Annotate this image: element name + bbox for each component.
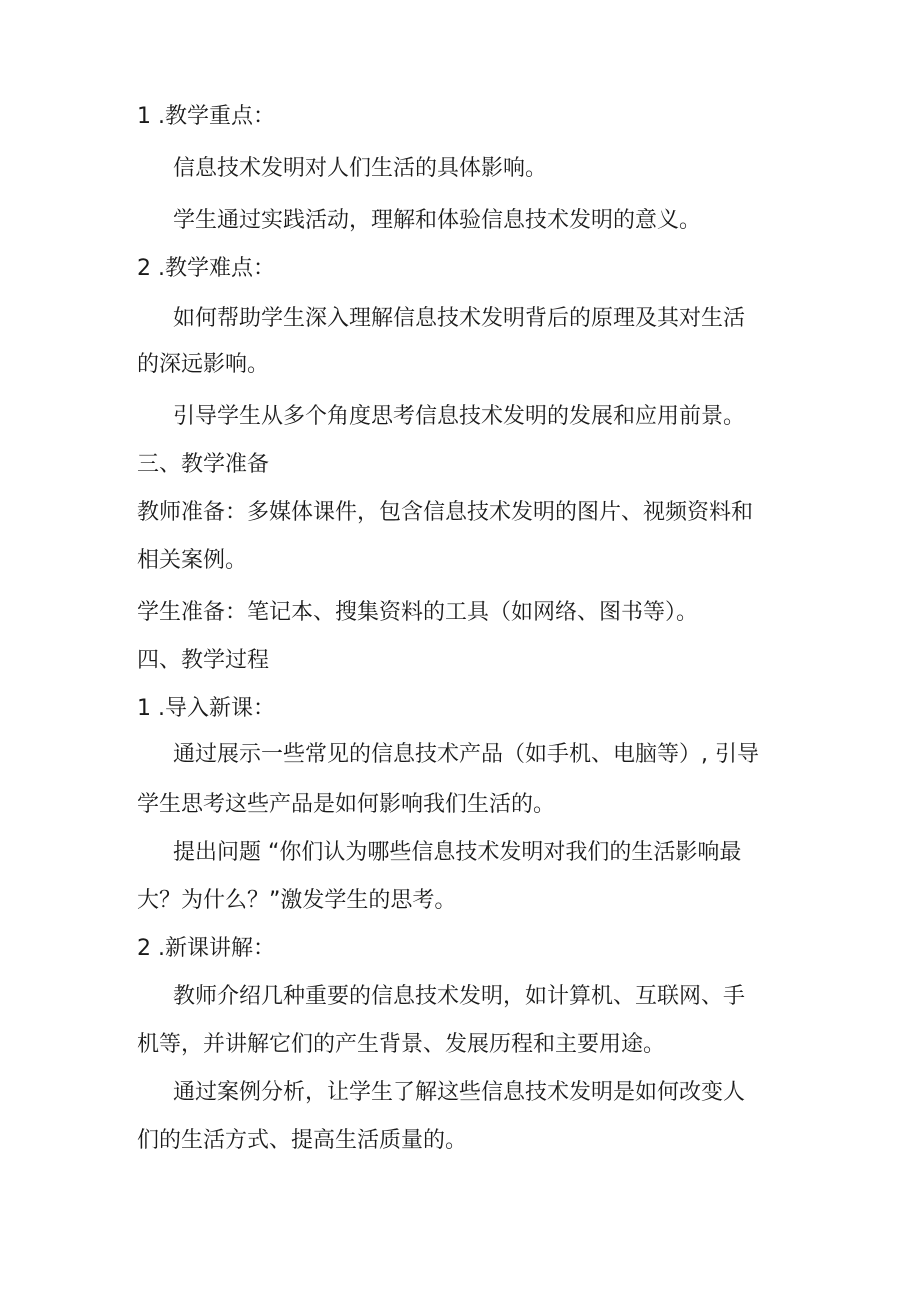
paragraph-line: 学生思考这些产品是如何影响我们生活的。 — [137, 792, 556, 817]
heading-introduction: 1 .导入新课： — [137, 696, 275, 721]
paragraph-line: 教师介绍几种重要的信息技术发明，如计算机、互联网、手 — [173, 984, 746, 1009]
paragraph-line: 机等，并讲解它们的产生背景、发展历程和主要用途。 — [137, 1032, 666, 1057]
paragraph-line: 的深远影响。 — [137, 352, 270, 377]
paragraph-line: 如何帮助学生深入理解信息技术发明背后的原理及其对生活 — [173, 306, 746, 331]
paragraph-line: 教师准备：多媒体课件，包含信息技术发明的图片、视频资料和 — [137, 500, 754, 525]
heading-teaching-difficulty: 2 .教学难点： — [137, 256, 275, 281]
paragraph-line: 通过展示一些常见的信息技术产品（如手机、电脑等）, 引导 — [173, 742, 759, 767]
section-heading-preparation: 三、教学准备 — [137, 452, 270, 477]
paragraph-line: 学生准备：笔记本、搜集资料的工具（如网络、图书等）。 — [137, 600, 699, 625]
paragraph-line: 大？为什么？”激发学生的思考。 — [137, 888, 457, 913]
paragraph-line: 们的生活方式、提高生活质量的。 — [137, 1128, 468, 1153]
section-heading-process: 四、教学过程 — [137, 648, 270, 673]
heading-teaching-focus: 1 .教学重点： — [137, 104, 275, 129]
paragraph-line: 提出问题 “你们认为哪些信息技术发明对我们的生活影响最 — [173, 840, 742, 865]
paragraph-line: 信息技术发明对人们生活的具体影响。 — [173, 156, 548, 181]
paragraph-line: 通过案例分析，让学生了解这些信息技术发明是如何改变人 — [173, 1080, 746, 1105]
paragraph-line: 相关案例。 — [137, 548, 248, 573]
heading-new-lesson: 2 .新课讲解： — [137, 936, 275, 961]
paragraph-line: 学生通过实践活动，理解和体验信息技术发明的意义。 — [173, 208, 702, 233]
paragraph-line: 引导学生从多个角度思考信息技术发明的发展和应用前景。 — [173, 404, 746, 429]
